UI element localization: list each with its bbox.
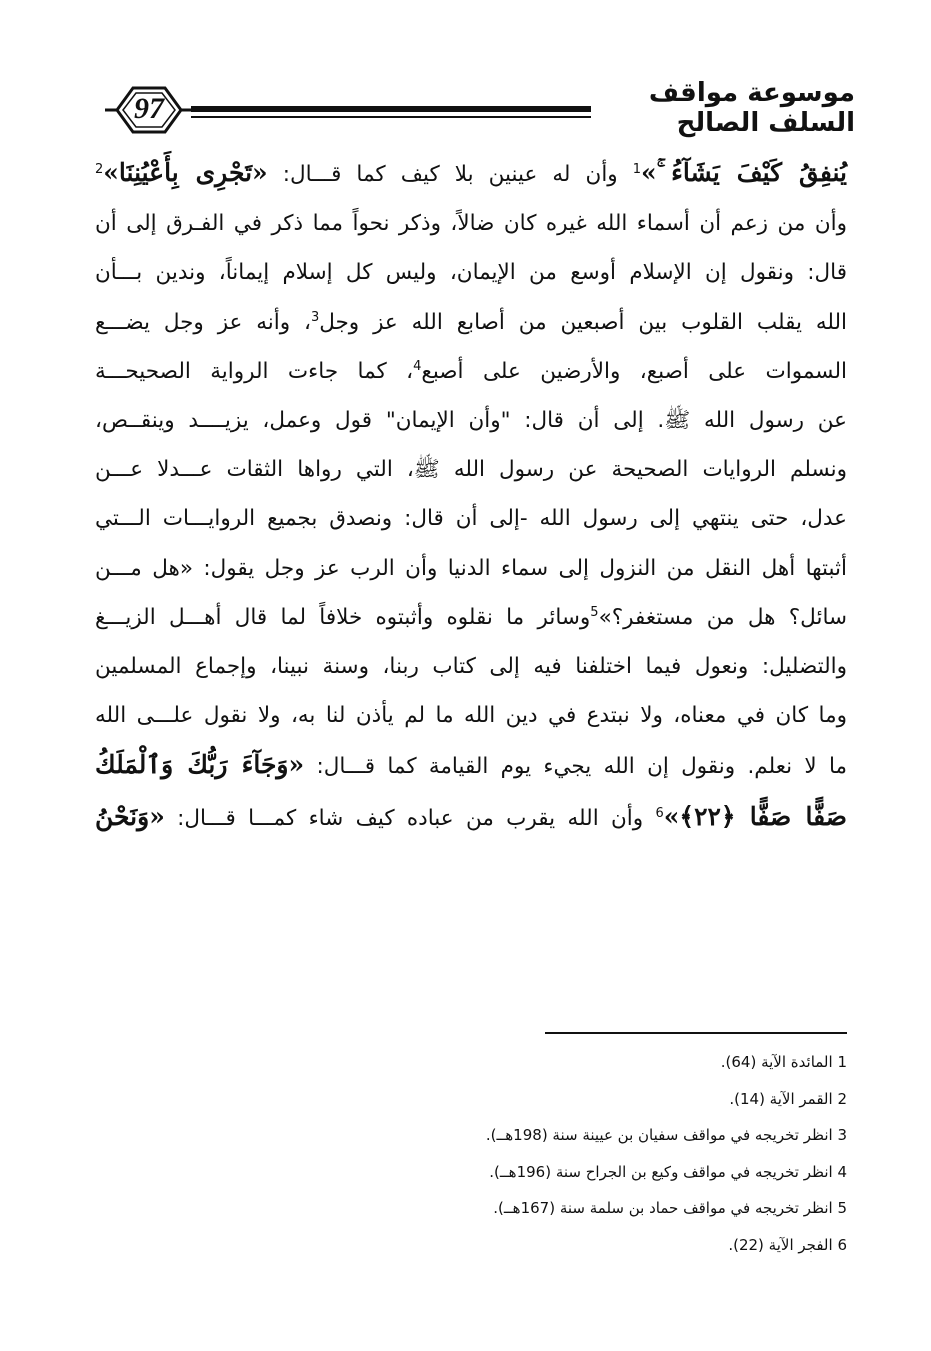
text-line-12: وما كان في معناه، ولا نبتدع في دين الله ما لم يأذن لنا به، ولا نقول علـــى الله bbox=[95, 703, 847, 729]
text-line-5 bbox=[95, 347, 847, 396]
footnote-item bbox=[327, 1190, 847, 1227]
footnote-text: انظر تخريجه في مواقف حماد بن سلمة سنة (167هــ). bbox=[493, 1199, 833, 1218]
page-number-badge bbox=[103, 82, 195, 138]
footnote-ref: 1 bbox=[632, 161, 642, 177]
line-text: وأن الله يقرب من عباده كيف شاء كمـــا قـــال: bbox=[164, 805, 656, 831]
text-line-10 bbox=[95, 593, 847, 642]
footnote-number: 6 bbox=[837, 1235, 847, 1254]
footnote-item bbox=[327, 1044, 847, 1081]
footnote-item bbox=[327, 1081, 847, 1118]
line-text: ما لا نعلم. ونقول إن الله يجيء يوم القيامة كما قـــال: bbox=[304, 754, 848, 780]
text-line-3: قال: ونقول إن الإسلام أوسع من الإيمان، وليس كل إسلام إيماناً، وندين بـــأن bbox=[95, 260, 847, 286]
text-line-11: والتضليل: ونعول فيما اختلفنا فيه إلى كتاب ربنا، وسنة نبينا، وإجماع المسلمين bbox=[95, 654, 847, 680]
quran-quote: «تَجْرِى بِأَعْيُنِنَا» bbox=[103, 158, 268, 187]
footnote-ref: 2 bbox=[95, 161, 104, 177]
footnote-separator bbox=[545, 1032, 847, 1034]
line-text: السموات على أصبع، والأرضين على أصبع bbox=[421, 358, 847, 384]
main-text bbox=[95, 148, 847, 843]
footnote-number: 4 bbox=[837, 1162, 847, 1181]
text-line-7: ونسلم الروايات الصحيحة عن رسول الله ﷺ، التي رواها الثقات عـــدلا عـــن bbox=[95, 457, 847, 483]
text-line-4 bbox=[95, 298, 847, 347]
footnote-item bbox=[327, 1227, 847, 1264]
text-line-14 bbox=[95, 792, 847, 843]
text-line-9: أثبتها أهل النقل من النزول إلى سماء الدنيا وأن الرب عز وجل يقول: «هل مـــن bbox=[95, 555, 847, 581]
footnotes bbox=[327, 1044, 847, 1264]
footnote-text: المائدة الآية (64). bbox=[720, 1053, 833, 1071]
line-text: وسائر ما نقلوه وأثبتوه خلافاً لما قال أهـــل الزيـــغ bbox=[95, 604, 591, 630]
footnote-item bbox=[327, 1154, 847, 1191]
footnote-text: انظر تخريجه في مواقف وكيع بن الجراح سنة (196هــ). bbox=[489, 1162, 833, 1181]
footnote-text: القمر الآية (14). bbox=[729, 1089, 833, 1108]
line-text: ، وأنه عز وجل يضـــع bbox=[95, 309, 311, 335]
footnote-number: 3 bbox=[837, 1126, 847, 1145]
footnote-ref: 5 bbox=[590, 604, 599, 620]
page-number: 97 bbox=[134, 92, 164, 125]
text-line-8: عدل، حتى ينتهي إلى رسول الله -إلى أن قال: ونصدق بجميع الروايـــات الـــتي bbox=[95, 506, 847, 532]
text-line-2: وأن من زعم أن أسماء الله غيره كان ضالاً، وذكر نحواً مما ذكر في الفـرق إلى أن bbox=[95, 211, 847, 237]
quran-quote: يُنفِقُ كَيْفَ يَشَآءُ ۚ» bbox=[641, 158, 848, 187]
footnote-text: انظر تخريجه في مواقف سفيان بن عيينة سنة (198هــ). bbox=[485, 1126, 833, 1145]
text-line-6: عن رسول الله ﷺ. إلى أن قال: "وأن الإيمان" قول وعمل، يزيــــد وينقــص، bbox=[95, 408, 847, 434]
text-line-13 bbox=[95, 740, 847, 791]
line-text: الله يقلب القلوب بين أصبعين من أصابع الله عز وجل bbox=[319, 309, 847, 335]
header-rule-thin bbox=[191, 116, 591, 118]
footnote-number: 1 bbox=[837, 1053, 847, 1071]
line-text: وأن له عينين بلا كيف كما قـــال: bbox=[267, 162, 633, 187]
quran-quote: صَفًّا صَفًّا ﴿٢٢﴾» bbox=[663, 801, 847, 831]
footnote-number: 2 bbox=[837, 1089, 847, 1108]
page-header bbox=[95, 70, 855, 150]
line-text: ، كما جاءت الرواية الصحيحـــة bbox=[95, 358, 414, 384]
series-title: موسوعة مواقف السلف الصالح bbox=[648, 78, 855, 138]
header-rule-thick bbox=[191, 106, 591, 112]
footnote-text: الفجر الآية (22). bbox=[728, 1235, 833, 1254]
footnote-ref: 3 bbox=[310, 309, 320, 325]
quran-quote: «وَجَآءَ رَبُّكَ وَٱلْمَلَكُ bbox=[95, 750, 305, 780]
footnote-ref: 6 bbox=[655, 805, 664, 821]
footnote-ref: 4 bbox=[413, 358, 422, 374]
text-line-1 bbox=[95, 148, 847, 199]
quran-quote: «وَنَحْنُ bbox=[95, 801, 165, 831]
footnote-item bbox=[327, 1117, 847, 1154]
footnote-number: 5 bbox=[837, 1199, 847, 1218]
line-text: سائل؟ هل من مستغفر؟» bbox=[598, 604, 848, 630]
